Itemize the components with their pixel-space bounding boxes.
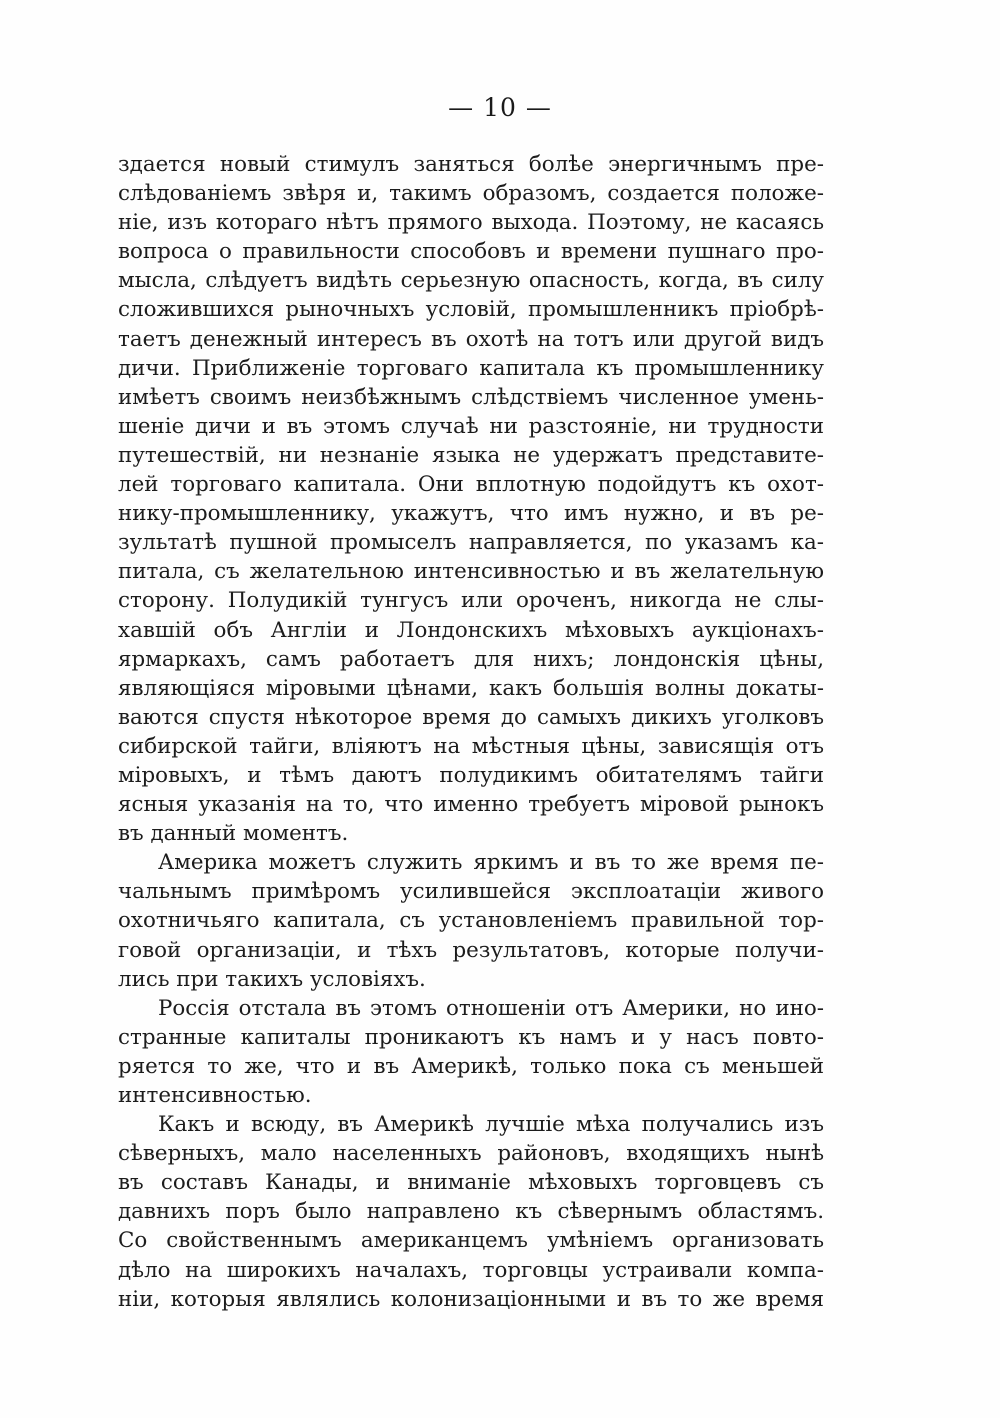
- text-line: вопроса о правильности способовъ и времени пушнаго про-: [118, 239, 824, 265]
- text-line: сложившихся рыночныхъ условій, промышленникъ пріобрѣ-: [118, 297, 824, 323]
- text-line: міровыхъ, и тѣмъ даютъ полудикимъ обитателямъ тайги: [118, 762, 824, 788]
- text-line: охотничьяго капитала, съ установленіемъ правильной тор-: [118, 908, 824, 934]
- text-line: интенсивностью.: [118, 1083, 312, 1108]
- text-line: слѣдованіемъ звѣря и, такимъ образомъ, создается положе-: [118, 181, 824, 207]
- text-line: сибирской тайги, вліяютъ на мѣстныя цѣны, зависящія отъ: [118, 733, 824, 759]
- text-line: питала, съ желательною интенсивностью и въ желательную: [118, 559, 824, 585]
- body-text: [118, 150, 824, 1314]
- text-line: ніи, которыя являлись колонизаціонными и въ то же время: [118, 1286, 824, 1312]
- text-line: хавшій объ Англіи и Лондонскихъ мѣховыхъ аукціонахъ-: [118, 617, 824, 643]
- paragraph: [118, 150, 824, 848]
- text-line: ясныя указанія на то, что именно требуетъ міровой рынокъ: [118, 792, 824, 818]
- text-line: мысла, слѣдуетъ видѣть серьезную опасность, когда, въ силу: [118, 268, 824, 294]
- text-line: являющіяся міровыми цѣнами, какъ большія волны докаты-: [118, 675, 824, 701]
- paragraph: [118, 994, 824, 1110]
- text-line: ряется то же, что и въ Америкѣ, только пока съ меньшей: [118, 1053, 824, 1079]
- text-line: лей торговаго капитала. Они вплотную подойдутъ къ охот-: [118, 472, 824, 498]
- text-line: здается новый стимулъ заняться болѣе энергичнымъ пре-: [118, 152, 824, 177]
- text-line: дичи. Приближеніе торговаго капитала къ промышленнику: [118, 355, 824, 381]
- text-line: Америка можетъ служить яркимъ и въ то же время пе-: [158, 850, 824, 876]
- text-line: сторону. Полудикій тунгусъ или ороченъ, никогда не слы-: [118, 588, 824, 614]
- text-line: зультатѣ пушной промыселъ направляется, по указамъ ка-: [118, 530, 824, 556]
- text-line: ярмаркахъ, самъ работаетъ для нихъ; лондонскія цѣны,: [118, 646, 824, 672]
- text-line: ваются спустя нѣкоторое время до самыхъ дикихъ уголковъ: [118, 704, 824, 730]
- text-line: Россія отстала въ этомъ отношеніи отъ Америки, но ино-: [158, 995, 824, 1021]
- text-line: странные капиталы проникаютъ къ намъ и у насъ повто-: [118, 1024, 824, 1050]
- text-line: Со свойственнымъ американцемъ умѣніемъ организовать: [118, 1228, 824, 1254]
- text-line: ніе, изъ котораго нѣтъ прямого выхода. Поэтому, не касаясь: [118, 210, 824, 236]
- text-line: въ составъ Канады, и вниманіе мѣховыхъ торговцевъ съ: [118, 1170, 824, 1196]
- text-line: дѣло на широкихъ началахъ, торговцы устраивали компа-: [118, 1257, 824, 1283]
- text-line: нику-промышленнику, укажутъ, что имъ нужно, и въ ре-: [118, 501, 824, 527]
- text-line: таетъ денежный интересъ въ охотѣ на тотъ или другой видъ: [118, 326, 824, 352]
- paragraph: [118, 848, 824, 993]
- text-line: сѣверныхъ, мало населенныхъ районовъ, входящихъ нынѣ: [118, 1141, 824, 1167]
- paragraph: [118, 1110, 824, 1314]
- text-line: говой организаціи, и тѣхъ результатовъ, которые получи-: [118, 937, 824, 963]
- text-line: имѣетъ своимъ неизбѣжнымъ слѣдствіемъ численное умень-: [118, 384, 824, 410]
- text-line: въ данный моментъ.: [118, 821, 349, 847]
- text-line: чальнымъ примѣромъ усилившейся эксплоатаціи живого: [118, 879, 824, 905]
- page-number: — 10 —: [448, 93, 552, 122]
- text-line: Какъ и всюду, въ Америкѣ лучшіе мѣха получались изъ: [158, 1112, 824, 1138]
- text-line: давнихъ поръ было направлено къ сѣвернымъ областямъ.: [118, 1199, 824, 1225]
- text-line: шеніе дичи и въ этомъ случаѣ ни разстояніе, ни трудности: [118, 413, 824, 439]
- text-line: лись при такихъ условіяхъ.: [118, 966, 426, 992]
- text-line: путешествій, ни незнаніе языка не удержатъ представите-: [118, 442, 824, 468]
